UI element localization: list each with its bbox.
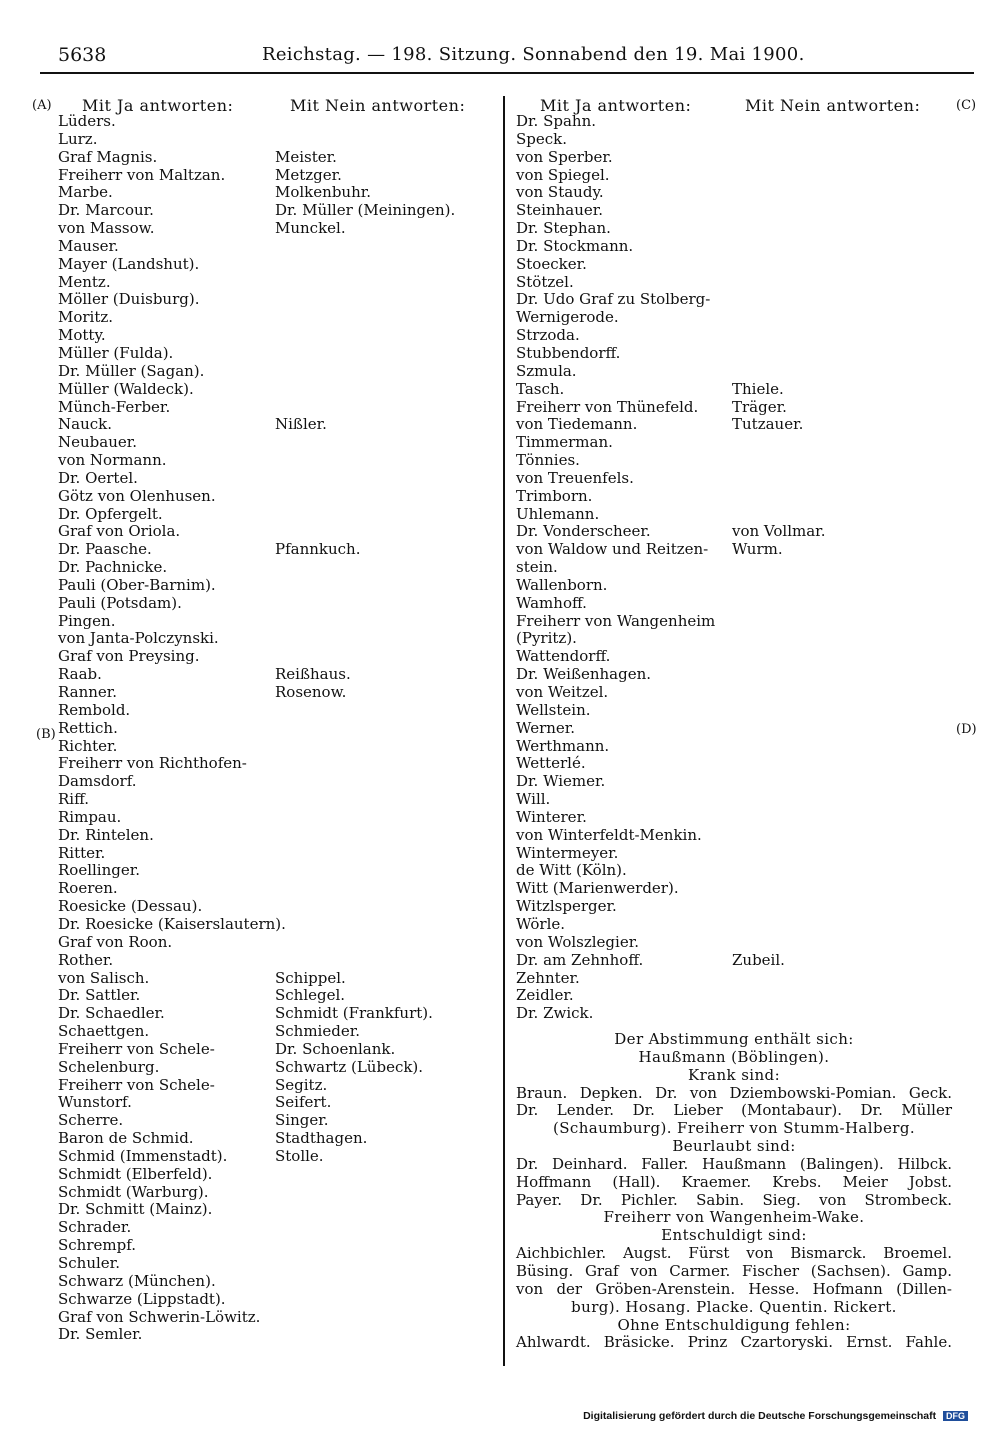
left_column-no-entry [275,827,455,845]
left_column-no-entry [275,559,455,577]
right_column-yes-entry: Freiherr von Thünefeld. [516,397,699,416]
right_column-yes-entry: von Wolszlegier. [516,932,640,951]
right_column-no-entry [732,309,825,327]
left_column-no-entry [275,1237,455,1255]
right_column-no-entry: Träger. [732,397,787,416]
left_column-no-entry [275,523,455,541]
left_column-no-entry [275,630,455,648]
header-rule [40,72,974,74]
left_column-no-entry [275,648,455,666]
left_column-yes-entry: Dr. Schmitt (Mainz). [58,1200,213,1219]
left_column-no-entry [275,1219,455,1237]
right_column-yes-entry: Witt (Marienwerder). [516,879,679,898]
left_column-no-entry: Schwartz (Lübeck). [275,1057,424,1076]
left_column-yes-entry: Götz von Olenhusen. [58,486,216,505]
left_column-no-entry [275,1273,455,1291]
left_column-yes-entry: Schrader. [58,1218,132,1237]
left_column-yes-entry: Freiherr von Richthofen- [58,754,247,773]
left_column-no-entry [275,577,455,595]
right_column-no-entry [732,773,825,791]
left_column-yes-entry: Dr. Marcour. [58,201,154,220]
left-yes-heading: Mit Ja antworten: [82,96,234,115]
left_column-no-entry [275,862,455,880]
left_column-no-entry [275,1255,455,1273]
leave-line: Freiherr von Wangenheim-Wake. [603,1208,865,1227]
left_column-yes-entry: Graf Magnis. [58,147,158,166]
right_column-no-entry [732,648,825,666]
left_column-yes-entry: Freiherr von Schele- [58,1075,215,1094]
left_column-yes-entry: Roesicke (Dessau). [58,897,203,916]
right_column-yes-entry: (Pyritz). [516,629,577,648]
left_column-yes-entry: Wunstorf. [58,1093,132,1112]
right_column-no-entry [732,755,825,773]
right_column-yes-entry: Szmula. [516,361,577,380]
left_column-yes-entry: Dr. Roesicke (Kaiserslautern). [58,914,286,933]
right_column-no-entry [732,470,825,488]
left_column-yes-entry: Dr. Müller (Sagan). [58,361,205,380]
left_column-yes-entry: Richter. [58,736,118,755]
dfg-logo: DFG [943,1411,968,1421]
leave-line: Dr. Deinhard. Faller. Haußmann (Balingen). Hilbck. [516,1154,952,1173]
left_column-yes-entry: Ritter. [58,843,106,862]
left_column-no-entry: Stadthagen. [275,1129,368,1148]
left_column-yes-entry: Roellinger. [58,861,141,880]
left_column-no-entry [275,363,455,381]
left_column-yes-entry: Dr. Semler. [58,1325,143,1344]
abstention-heading: Der Abstimmung enthält sich: [614,1030,854,1048]
left_column-no-entry [275,399,455,417]
right_column-yes-entry: Dr. Stockmann. [516,236,634,255]
left-no-heading: Mit Nein antworten: [290,96,466,115]
right_column-yes-entry: Will. [516,790,551,809]
left_column-yes-entry: Rother. [58,950,114,969]
right_column-yes-entry: Tönnies. [516,451,580,470]
right_column-yes-entry: Uhlemann. [516,504,600,523]
left_column-no-entry: Schippel. [275,968,346,987]
right_column-no-entry [732,845,825,863]
right_column-yes-entry: Tasch. [516,379,565,398]
left_column-no-entry [275,327,455,345]
left_column-no-entry [275,773,455,791]
right_column-yes-entry: von Weitzel. [516,683,609,701]
left_column-yes-entry: Riff. [58,790,89,809]
left_column-no-entry: Pfannkuch. [275,540,361,559]
left_column-no-entry: Dr. Müller (Meiningen). [275,201,456,220]
leave-line: Payer. Dr. Pichler. Sabin. Sieg. von Strombeck. [516,1190,952,1209]
excused-line: Büsing. Graf von Carmer. Fischer (Sachsen). Gamp. [516,1261,952,1280]
leave-heading: Beurlaubt sind: [672,1137,796,1156]
right_column-yes-entry: Zeidler. [516,986,574,1005]
left_column-yes-entry: Mentz. [58,272,111,291]
right_column-yes-entry: Dr. Wiemer. [516,772,606,791]
right_column-yes-entry: Wattendorff. [516,647,611,666]
right_column-yes-entry: Trimborn. [516,486,593,505]
left_column-yes-entry: Baron de Schmid. [58,1129,194,1148]
right_column-no-entry: Tutzauer. [732,415,804,434]
left_column-no-entry: Dr. Schoenlank. [275,1039,396,1058]
left_column-no-entry: Meister. [275,147,337,166]
left_column-yes-entry: Roeren. [58,879,118,898]
left_column-yes-entry: Moritz. [58,308,114,327]
right_column-no-entry [732,113,825,131]
left_column-yes-entry: Rettich. [58,718,118,737]
margin-mark-a: (A) [32,98,52,113]
right_column-yes-entry: Winterer. [516,807,587,826]
left_column-yes-entry: Motty. [58,326,106,345]
right_column-yes-entry: Wellstein. [516,700,591,719]
left_column-yes-entry: von Normann. [58,451,167,470]
right_column-yes-entry: Speck. [516,129,568,148]
left_column-no-entry [275,952,455,970]
left_column-yes-entry: Nauck. [58,415,112,434]
left_column-yes-entry: Damsdorf. [58,772,137,791]
left_column-yes-entry: Dr. Opfergelt. [58,504,163,523]
right_column-yes-entry: Wintermeyer. [516,843,619,862]
left_column-yes-entry: Graf von Oriola. [58,522,181,541]
left_column-yes-entry: Schwarz (München). [58,1271,216,1290]
right_column-no-entry [732,987,825,1005]
right_column-no-entry [732,149,825,167]
right_column-yes-entry: stein. [516,558,558,577]
left_column-no-entry [275,898,455,916]
left_column-no-entry [275,916,455,934]
left_column-no-entry [275,1184,455,1202]
right_column-yes-entry: Wamhoff. [516,593,587,612]
left_column-yes-entry: Neubauer. [58,433,138,452]
right_column-no-entry [732,916,825,934]
right_column-no-entry [732,167,825,185]
excused-heading: Entschuldigt sind: [661,1226,807,1245]
left_column-no-entry [275,291,455,309]
right_column-no-entry [732,274,825,292]
left_column-yes-entry: Graf von Preysing. [58,647,200,666]
left_column-no-entry [275,113,455,131]
left_column-no-entry [275,845,455,863]
right_column-yes-entry: Timmerman. [516,433,613,452]
right_column-no-entry [732,934,825,952]
right_column-no-entry [732,327,825,345]
left_column-yes-entry: von Janta-Polczynski. [58,629,219,648]
right_column-yes-entry: Zehnter. [516,968,580,987]
right_column-no-entry [732,291,825,309]
right_column-yes-entry: von Treuenfels. [516,468,634,487]
right_column-no-entry [732,488,825,506]
right_column-yes-entry: von Winterfeldt-Menkin. [516,825,702,844]
left_column-no-entry [275,488,455,506]
left_column-no-entry [275,1326,455,1344]
right_column-yes-entry: von Spiegel. [516,165,610,184]
left_column-yes-entry: Dr. Sattler. [58,986,141,1005]
left_column-yes-entry: Schrempf. [58,1236,136,1255]
left_column-no-entry [275,1291,455,1309]
right_column-yes-entry: Dr. Udo Graf zu Stolberg- [516,290,711,309]
left_column-no-entry [275,1309,455,1327]
right_column-no-entry [732,506,825,524]
left_column-no-entry [275,791,455,809]
right_column-no-entry [732,131,825,149]
right_column-yes-entry: Dr. Zwick. [516,1004,594,1023]
left-no-list [275,113,455,1344]
right_column-yes-entry: Dr. am Zehnhoff. [516,950,644,969]
right_column-yes-entry: Stötzel. [516,272,574,291]
left_column-no-entry [275,809,455,827]
right_column-no-entry [732,452,825,470]
left_column-no-entry: Metzger. [275,165,342,184]
right_column-no-entry [732,827,825,845]
excused-line: burg). Hosang. Placke. Quentin. Rickert. [571,1297,897,1316]
left_column-no-entry [275,309,455,327]
left_column-yes-entry: Dr. Oertel. [58,468,138,487]
margin-mark-b: (B) [36,727,56,742]
unexcused-line: Ahlwardt. Bräsicke. Prinz Czartoryski. Ernst. Fahle. [516,1333,952,1352]
excused-line: von der Gröben-Arenstein. Hesse. Hofmann (Dillen- [516,1279,952,1298]
right_column-yes-entry: Strzoda. [516,326,580,345]
left_column-no-entry [275,506,455,524]
left_column-yes-entry: Pauli (Potsdam). [58,593,182,612]
right_column-no-entry [732,577,825,595]
right_column-yes-entry: Witzlsperger. [516,897,617,916]
page-header [0,42,1000,72]
right_column-no-entry [732,630,825,648]
margin-mark-c: (C) [956,98,977,113]
right_column-no-entry [732,862,825,880]
left_column-yes-entry: Pingen. [58,611,116,630]
left_column-yes-entry: Raab. [58,665,102,684]
left_column-no-entry: Munckel. [275,219,346,238]
right_column-no-entry [732,220,825,238]
left_column-yes-entry: Lurz. [58,129,98,148]
right_column-no-entry [732,791,825,809]
right_column-no-entry [732,702,825,720]
left_column-no-entry: Seifert. [275,1093,332,1112]
left_column-yes-entry: Schmidt (Warburg). [58,1182,209,1201]
right_column-no-entry [732,613,825,631]
left_column-yes-entry: Schelenburg. [58,1057,160,1076]
left_column-no-entry: Schmieder. [275,1022,361,1041]
left_column-no-entry: Singer. [275,1111,329,1130]
right_column-no-entry [732,738,825,756]
left_column-yes-entry: Ranner. [58,683,118,701]
right_column-yes-entry: Dr. Weißenhagen. [516,665,652,684]
right_column-yes-entry: von Tiedemann. [516,415,638,434]
right-no-list [732,113,825,1023]
right_column-yes-entry: Dr. Spahn. [516,112,596,130]
right-yes-list [516,113,715,1023]
right_column-yes-entry: Wernigerode. [516,308,619,327]
right_column-no-entry [732,595,825,613]
right-no-heading: Mit Nein antworten: [745,96,921,115]
right-yes-heading: Mit Ja antworten: [540,96,692,115]
sick-line: Dr. Lender. Dr. Lieber (Montabaur). Dr. Müller [516,1101,952,1120]
right_column-yes-entry: Dr. Stephan. [516,219,611,238]
left_column-no-entry [275,613,455,631]
sick-heading: Krank sind: [687,1065,781,1084]
left_column-yes-entry: Mayer (Landshut). [58,254,200,273]
right_column-no-entry [732,238,825,256]
left_column-no-entry [275,131,455,149]
right_column-no-entry [732,559,825,577]
right_column-yes-entry: Werthmann. [516,736,610,755]
margin-mark-d: (D) [956,722,977,737]
left_column-yes-entry: Dr. Pachnicke. [58,558,168,577]
right_column-yes-entry: von Staudy. [516,183,604,202]
right_column-no-entry [732,880,825,898]
left_column-yes-entry: Graf von Schwerin-Löwitz. [58,1307,261,1326]
left_column-yes-entry: Dr. Schaedler. [58,1004,165,1023]
left_column-yes-entry: Schmid (Immenstadt). [58,1146,228,1165]
left_column-no-entry: Molkenbuhr. [275,183,372,202]
left_column-yes-entry: Rembold. [58,700,131,719]
left_column-yes-entry: Graf von Roon. [58,932,173,951]
right_column-yes-entry: Wetterlé. [516,754,586,773]
right_column-yes-entry: Stoecker. [516,254,587,273]
left_column-no-entry: Rosenow. [275,683,347,701]
right_column-yes-entry: Wallenborn. [516,575,608,594]
left_column-yes-entry: Müller (Fulda). [58,343,174,362]
right_column-no-entry [732,434,825,452]
left_column-yes-entry: Dr. Rintelen. [58,825,154,844]
left_column-yes-entry: Schwarze (Lippstadt). [58,1289,226,1308]
left_column-yes-entry: von Salisch. [58,968,150,987]
left_column-yes-entry: Mauser. [58,236,119,255]
right_column-yes-entry: Stubbendorff. [516,343,621,362]
left_column-no-entry [275,738,455,756]
footer-text: Digitalisierung gefördert durch die Deutsche Forschungsgemeinschaft [583,1410,937,1422]
left_column-no-entry [275,238,455,256]
right_column-no-entry: von Vollmar. [732,522,826,541]
left_column-no-entry [275,256,455,274]
right_column-yes-entry: von Waldow und Reitzen- [516,540,709,559]
sick-line: Braun. Depken. Dr. von Dziembowski-Pomian. Geck. [516,1083,952,1102]
left_column-yes-entry: von Massow. [58,219,155,238]
right_column-no-entry [732,256,825,274]
left_column-yes-entry: Schuler. [58,1254,120,1272]
left_column-no-entry: Stolle. [275,1146,324,1165]
right_column-no-entry [732,363,825,381]
left_column-yes-entry: Lüders. [58,112,116,130]
left_column-yes-entry: Möller (Duisburg). [58,290,200,309]
right_column-yes-entry: von Sperber. [516,147,613,166]
left_column-yes-entry: Freiherr von Maltzan. [58,165,226,184]
left_column-no-entry [275,274,455,292]
excused-line: Aichbichler. Augst. Fürst von Bismarck. Broemel. [516,1244,952,1263]
left_column-yes-entry: Pauli (Ober-Barnim). [58,575,216,594]
left-yes-list [58,113,286,1344]
sick-line: (Schaumburg). Freiherr von Stumm-Halberg. [553,1119,915,1138]
leave-line: Hoffmann (Hall). Kraemer. Krebs. Meier Jobst. [516,1172,952,1191]
right_column-no-entry [732,202,825,220]
right_column-no-entry [732,684,825,702]
right_column-yes-entry: de Witt (Köln). [516,861,627,880]
footer-credit [583,1410,968,1422]
left_column-no-entry [275,434,455,452]
left_column-no-entry: Nißler. [275,415,327,434]
right_column-no-entry: Wurm. [732,540,783,559]
left_column-yes-entry: Freiherr von Schele- [58,1039,215,1058]
left_column-no-entry [275,470,455,488]
right_column-no-entry [732,184,825,202]
unexcused-heading: Ohne Entschuldigung fehlen: [617,1315,851,1334]
right_column-no-entry: Zubeil. [732,950,785,969]
right_column-no-entry: Thiele. [732,379,784,398]
column-divider [503,96,505,1366]
left_column-no-entry [275,755,455,773]
left_column-no-entry [275,880,455,898]
left_column-no-entry [275,595,455,613]
right_column-yes-entry: Dr. Vonderscheer. [516,522,651,541]
left_column-no-entry: Schmidt (Frankfurt). [275,1004,433,1023]
left_column-no-entry: Schlegel. [275,986,346,1005]
left_column-yes-entry: Schmidt (Elberfeld). [58,1164,213,1183]
right_column-no-entry [732,898,825,916]
right_column-no-entry [732,970,825,988]
right_column-no-entry [732,666,825,684]
left_column-yes-entry: Dr. Paasche. [58,540,152,559]
left_column-no-entry [275,452,455,470]
abstention-name: Haußmann (Böblingen). [638,1047,830,1066]
left_column-no-entry: Segitz. [275,1075,328,1094]
left_column-yes-entry: Müller (Waldeck). [58,379,194,398]
left_column-no-entry [275,720,455,738]
left_column-no-entry [275,345,455,363]
left_column-yes-entry: Münch-Ferber. [58,397,171,416]
left_column-no-entry [275,381,455,399]
right_column-no-entry [732,1005,825,1023]
left_column-no-entry [275,1201,455,1219]
right_column-yes-entry: Wörle. [516,914,566,933]
left_column-no-entry [275,934,455,952]
page-title: Reichstag. — 198. Sitzung. Sonnabend den 19. Mai 1900. [262,44,805,65]
right_column-no-entry [732,345,825,363]
left_column-no-entry [275,702,455,720]
right_column-yes-entry: Werner. [516,718,576,737]
left_column-yes-entry: Scherre. [58,1111,124,1130]
right_column-yes-entry: Steinhauer. [516,201,604,220]
left_column-no-entry [275,1166,455,1184]
right_column-no-entry [732,809,825,827]
abstention-section [516,1031,952,1352]
left_column-yes-entry: Marbe. [58,183,113,202]
right_column-no-entry [732,720,825,738]
page-number: 5638 [58,44,107,66]
left_column-no-entry: Reißhaus. [275,665,351,684]
left_column-yes-entry: Rimpau. [58,807,122,826]
right_column-yes-entry: Freiherr von Wangenheim [516,611,716,630]
left_column-yes-entry: Schaettgen. [58,1022,150,1041]
